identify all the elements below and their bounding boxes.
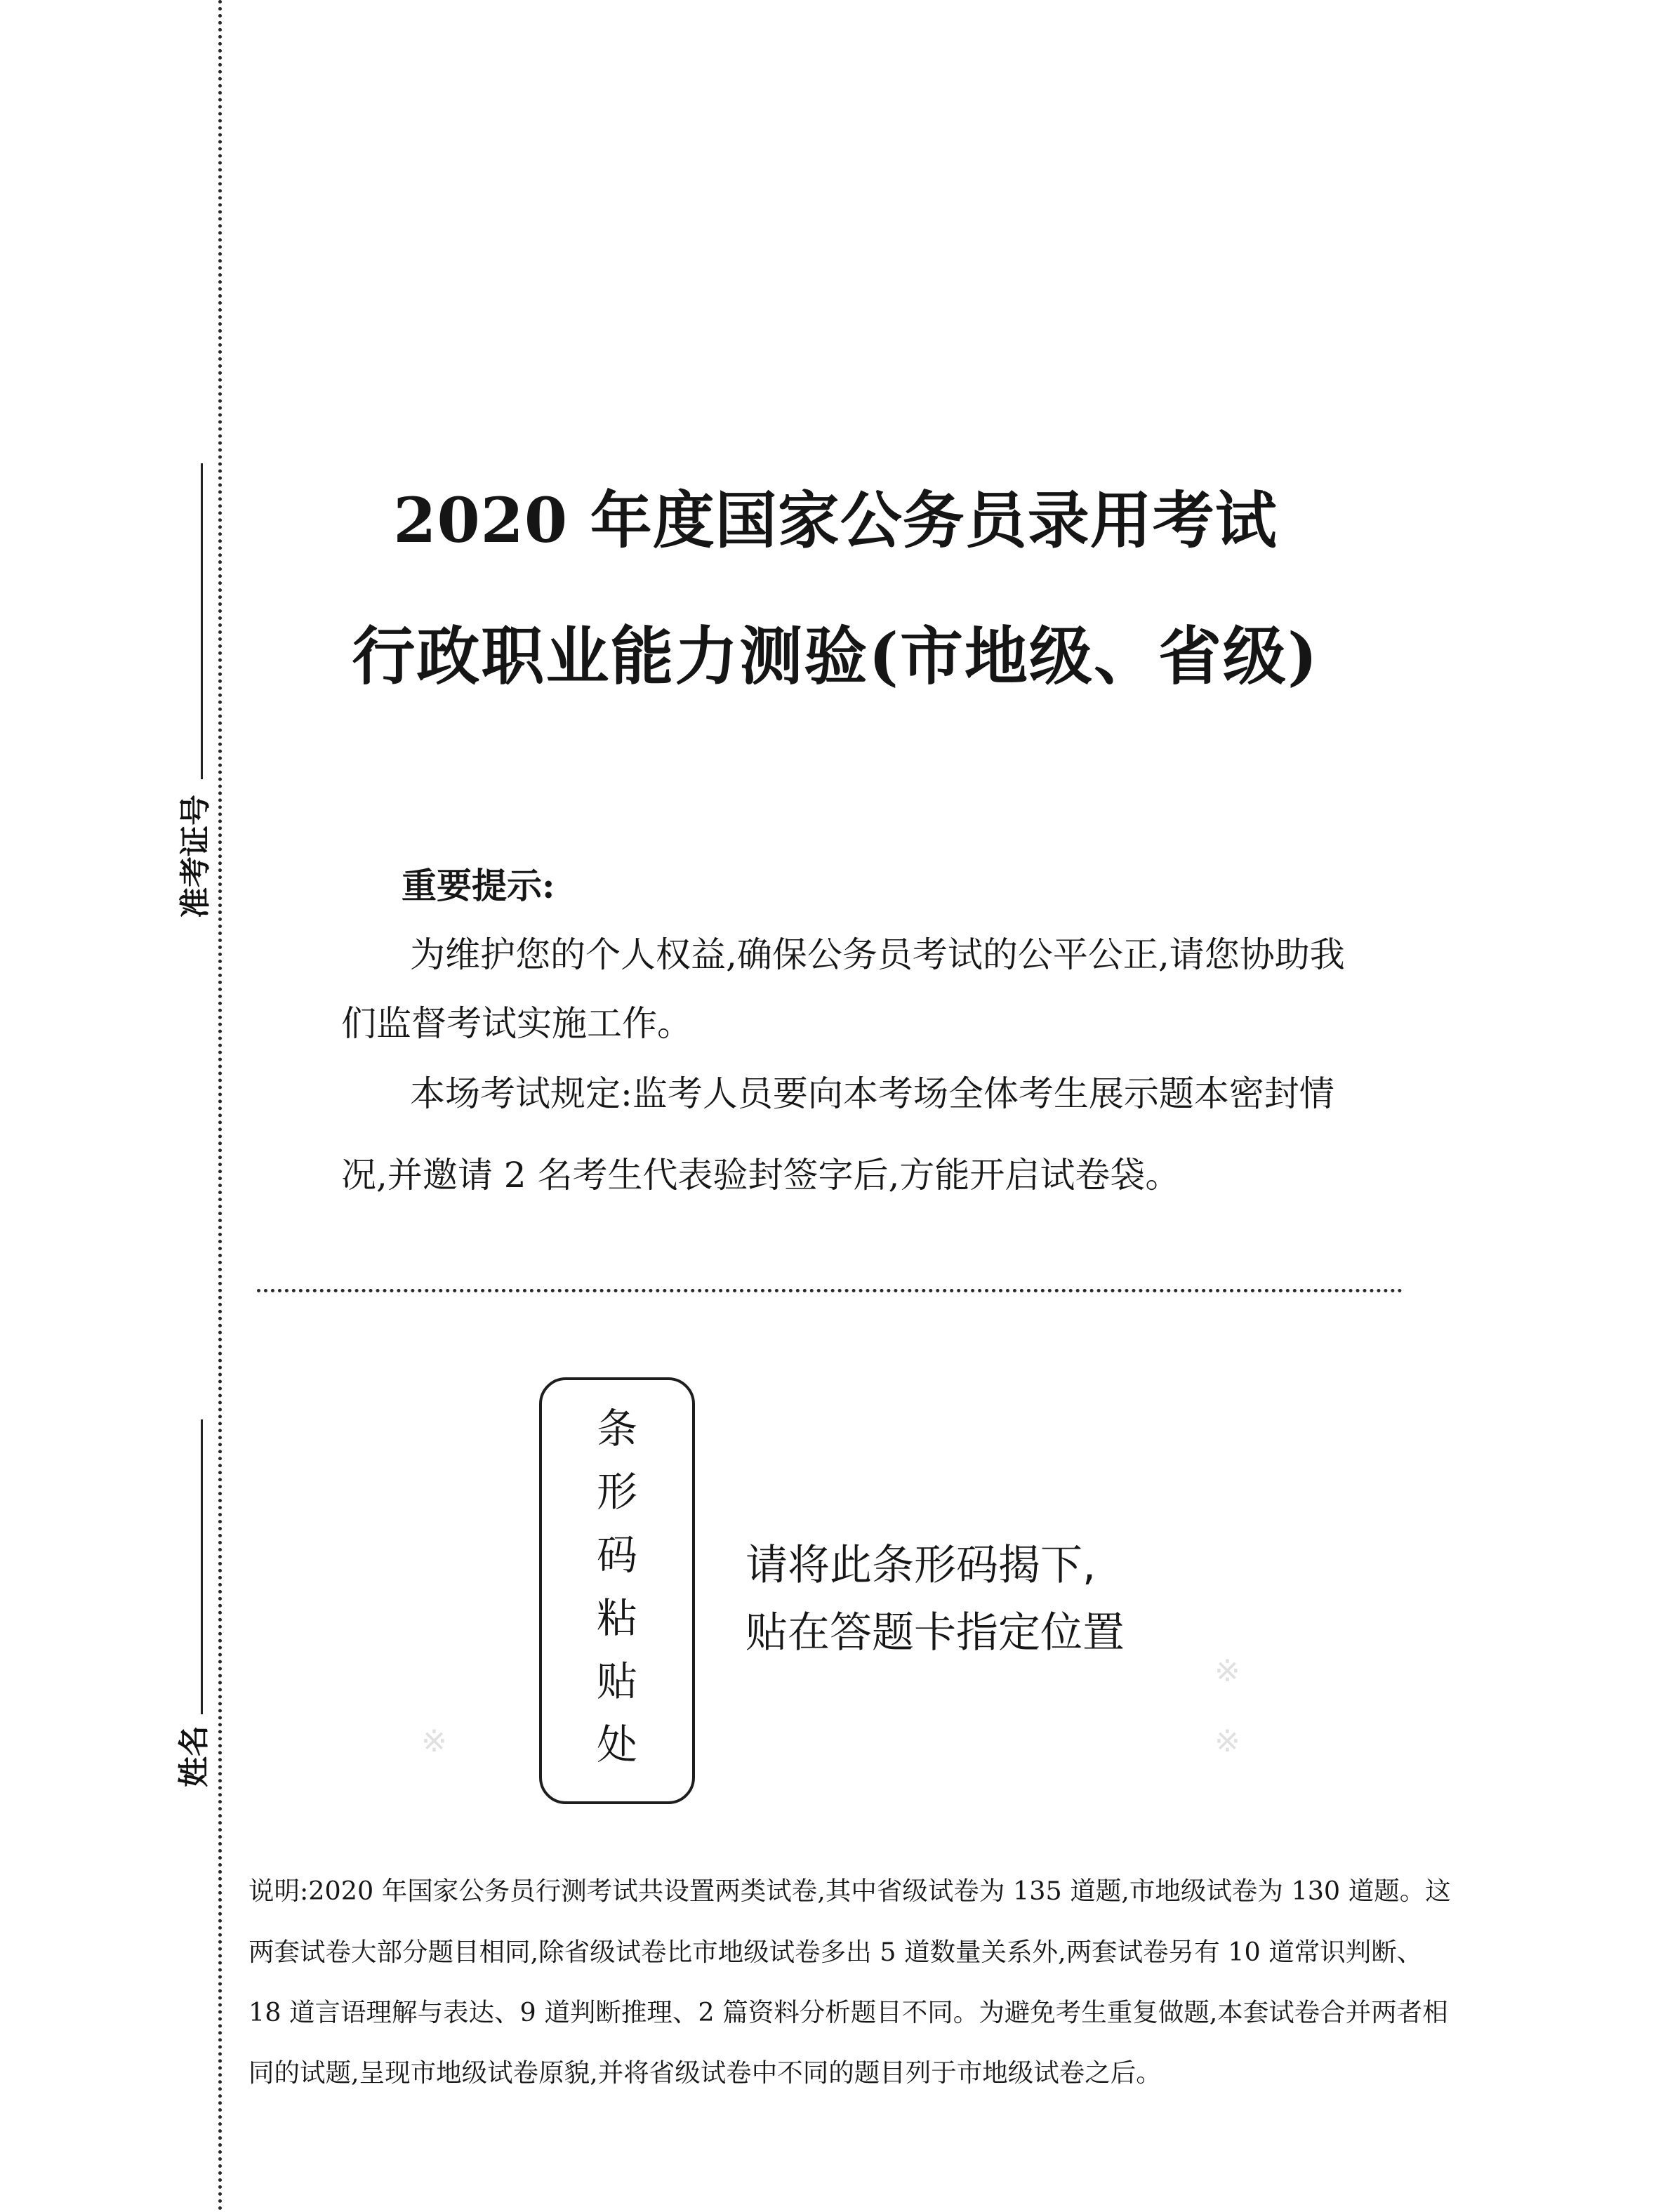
notice-text: 们监督考试实施工作。 xyxy=(341,1003,692,1044)
name-line[interactable] xyxy=(201,1419,203,1714)
asterisk-mark: ※ xyxy=(1214,1653,1240,1689)
notice-heading: 重要提示: xyxy=(402,865,555,906)
barcode-box-char: 码 xyxy=(596,1531,637,1579)
exam-title: 2020 年度国家公务员录用考试 xyxy=(393,484,1278,557)
tear-line xyxy=(257,1289,1403,1292)
admission-number-line[interactable] xyxy=(201,463,203,779)
footnote-text: 说明:2020 年国家公务员行测考试共设置两类试卷,其中省级试卷为 135 道题,市地级试卷为 130 道题。这 xyxy=(248,1876,1451,1906)
barcode-box-char: 条 xyxy=(596,1405,637,1452)
footnote-text: 18 道言语理解与表达、9 道判断推理、2 篇资料分析题目不同。为避免考生重复做题,本套试卷合并两者相 xyxy=(248,1997,1448,2027)
notice-text: 况,并邀请 2 名考生代表验封签字后,方能开启试卷袋。 xyxy=(341,1155,1181,1196)
notice-text: 为维护您的个人权益,确保公务员考试的公平公正,请您协助我 xyxy=(410,934,1345,975)
footnote-text: 两套试卷大部分题目相同,除省级试卷比市地级试卷多出 5 道数量关系外,两套试卷另有 10 道常识判断、 xyxy=(248,1937,1423,1967)
barcode-box-char: 粘 xyxy=(596,1594,637,1642)
footnote-text: 同的试题,呈现市地级试卷原貌,并将省级试卷中不同的题目列于市地级试卷之后。 xyxy=(248,2058,1162,2088)
barcode-box-char: 形 xyxy=(596,1468,637,1516)
asterisk-mark: ※ xyxy=(421,1723,447,1759)
admission-number-label: 准考证号 xyxy=(178,795,213,918)
notice-text: 本场考试规定:监考人员要向本考场全体考生展示题本密封情 xyxy=(410,1073,1334,1114)
name-label: 姓名 xyxy=(176,1726,212,1787)
exam-subtitle: 行政职业能力测验(市地级、省级) xyxy=(352,619,1319,694)
barcode-box-char: 贴 xyxy=(596,1657,637,1705)
barcode-sticker-area[interactable] xyxy=(539,1377,695,1804)
binding-cut-line xyxy=(218,0,222,2212)
barcode-instruction: 贴在答题卡指定位置 xyxy=(745,1608,1125,1657)
asterisk-mark: ※ xyxy=(1214,1723,1240,1759)
barcode-instruction: 请将此条形码揭下, xyxy=(745,1541,1096,1590)
barcode-box-char: 处 xyxy=(596,1721,637,1768)
